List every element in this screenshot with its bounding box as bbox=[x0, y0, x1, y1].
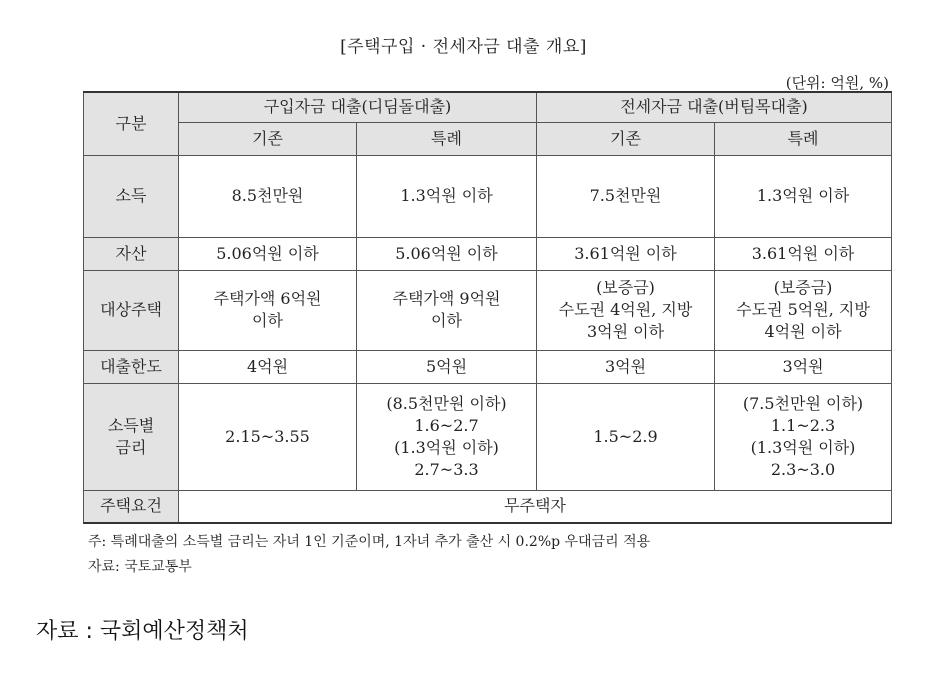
table-cell bbox=[715, 270, 892, 350]
table-cell: 7.5천만원 bbox=[537, 155, 715, 237]
table-cell-merged: 무주택자 bbox=[179, 490, 892, 523]
table-cell: 1.3억원 이하 bbox=[715, 155, 892, 237]
source-inner: 자료: 국토교통부 bbox=[88, 559, 192, 575]
table-cell: 5.06억원 이하 bbox=[357, 237, 537, 270]
header-purchase-loan: 구입자금 대출(디딤돌대출) bbox=[179, 92, 537, 122]
cell-line: (1.3억원 이하) bbox=[394, 437, 499, 457]
table-cell: 3억원 bbox=[715, 350, 892, 383]
loan-overview-table bbox=[83, 91, 892, 524]
cell-line: 주택가액 6억원 bbox=[213, 289, 322, 308]
cell-line: (보증금) bbox=[596, 278, 655, 297]
cell-line: 1.6~2.7 bbox=[414, 415, 479, 435]
table-cell bbox=[179, 383, 357, 490]
cell-line: (1.3억원 이하) bbox=[750, 437, 856, 457]
row-label: 소득 bbox=[84, 155, 179, 237]
cell-line: 2.15~3.55 bbox=[225, 426, 310, 446]
table-cell bbox=[357, 383, 537, 490]
cell-line: 수도권 5억원, 지방 bbox=[736, 300, 870, 319]
cell-line: 이하 bbox=[252, 311, 283, 330]
table-cell: 4억원 bbox=[179, 350, 357, 383]
cell-line: 1.5~2.9 bbox=[593, 426, 658, 446]
table-cell bbox=[715, 383, 892, 490]
cell-line: 2.7~3.3 bbox=[414, 459, 479, 479]
table-cell: 3.61억원 이하 bbox=[537, 237, 715, 270]
table-cell bbox=[537, 270, 715, 350]
cell-line: 금리 bbox=[115, 437, 147, 457]
table-row-loan-limit bbox=[84, 350, 892, 383]
subheader-special: 특례 bbox=[357, 122, 537, 155]
cell-line: (8.5천만원 이하) bbox=[386, 393, 507, 413]
subheader-existing: 기존 bbox=[537, 122, 715, 155]
subheader-existing: 기존 bbox=[179, 122, 357, 155]
cell-line: (7.5천만원 이하) bbox=[742, 393, 864, 413]
table-title: [주택구입 · 전세자금 대출 개요] bbox=[340, 37, 587, 57]
table-cell bbox=[179, 270, 357, 350]
table-cell bbox=[537, 383, 715, 490]
table-row-income bbox=[84, 155, 892, 237]
row-label bbox=[84, 383, 179, 490]
cell-line: 2.3~3.0 bbox=[770, 459, 836, 479]
cell-line: 1.1~2.3 bbox=[770, 415, 836, 435]
row-label: 대출한도 bbox=[84, 350, 179, 383]
row-label: 주택요건 bbox=[84, 490, 179, 523]
header-gubun: 구분 bbox=[84, 92, 179, 155]
table-row-housing-requirement bbox=[84, 490, 892, 523]
row-label: 대상주택 bbox=[84, 270, 179, 350]
source-caption: 자료 : 국회예산정책처 bbox=[36, 619, 249, 644]
footnote: 주: 특례대출의 소득별 금리는 자녀 1인 기준이며, 1자녀 추가 출산 시 0.2%p 우대금리 적용 bbox=[88, 534, 651, 550]
cell-line: 4억원 이하 bbox=[764, 322, 842, 341]
cell-line: 수도권 4억원, 지방 bbox=[558, 300, 693, 319]
cell-line: (보증금) bbox=[773, 278, 833, 297]
table-cell: 5.06억원 이하 bbox=[179, 237, 357, 270]
table-row-target-housing bbox=[84, 270, 892, 350]
cell-line: 소득별 bbox=[107, 415, 155, 435]
table-row-assets bbox=[84, 237, 892, 270]
table-cell: 3억원 bbox=[537, 350, 715, 383]
table-cell: 3.61억원 이하 bbox=[715, 237, 892, 270]
unit-note: (단위: 억원, %) bbox=[785, 74, 889, 92]
row-label: 자산 bbox=[84, 237, 179, 270]
table-cell: 1.3억원 이하 bbox=[357, 155, 537, 237]
cell-line: 주택가액 9억원 bbox=[392, 289, 501, 308]
cell-line: 이하 bbox=[431, 311, 462, 330]
table-cell bbox=[357, 270, 537, 350]
table-cell: 8.5천만원 bbox=[179, 155, 357, 237]
subheader-special: 특례 bbox=[715, 122, 892, 155]
header-jeonse-loan: 전세자금 대출(버팀목대출) bbox=[537, 92, 892, 122]
table-cell: 5억원 bbox=[357, 350, 537, 383]
table-row-interest-rate bbox=[84, 383, 892, 490]
cell-line: 3억원 이하 bbox=[586, 322, 665, 341]
